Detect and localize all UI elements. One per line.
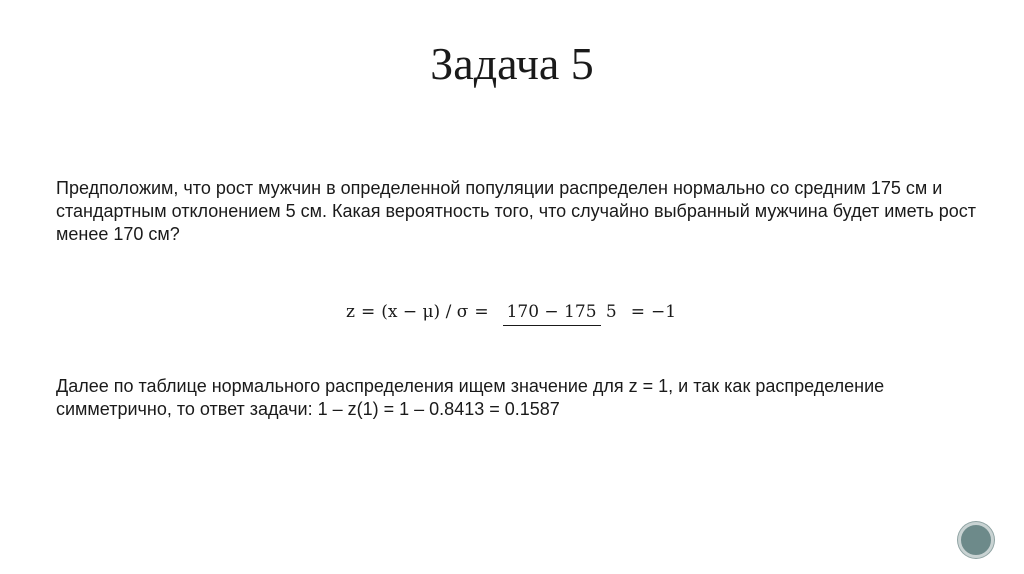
circle-nav-icon[interactable]	[958, 522, 994, 558]
formula-equals-2: =	[474, 302, 489, 322]
formula-fraction	[503, 298, 617, 326]
formula-equals-3: =	[630, 302, 645, 322]
solution-text: Далее по таблице нормального распределения ищем значение для z = 1, и так как распределение симметрично, то ответ задачи: 1 – z(1) = 1 – 0.8413 = 0.1587	[56, 376, 885, 419]
formula-expression: (x − μ) / σ	[381, 302, 469, 322]
fraction-denominator: 5	[605, 302, 617, 322]
formula-lhs: z	[346, 302, 355, 322]
slide-title: Задача 5	[430, 38, 594, 89]
fraction-numerator: 170 − 175	[503, 302, 601, 326]
z-score-formula	[346, 286, 676, 338]
problem-statement: Предположим, что рост мужчин в определенной популяции распределен нормально со средним 175 см и стандартным отклонением 5 см. Какая вероятность того, что случайно выбранный мужчина будет иметь рост менее 170 см?	[56, 178, 976, 244]
formula-result: −1	[651, 302, 677, 322]
formula-equals-1: =	[360, 302, 376, 322]
